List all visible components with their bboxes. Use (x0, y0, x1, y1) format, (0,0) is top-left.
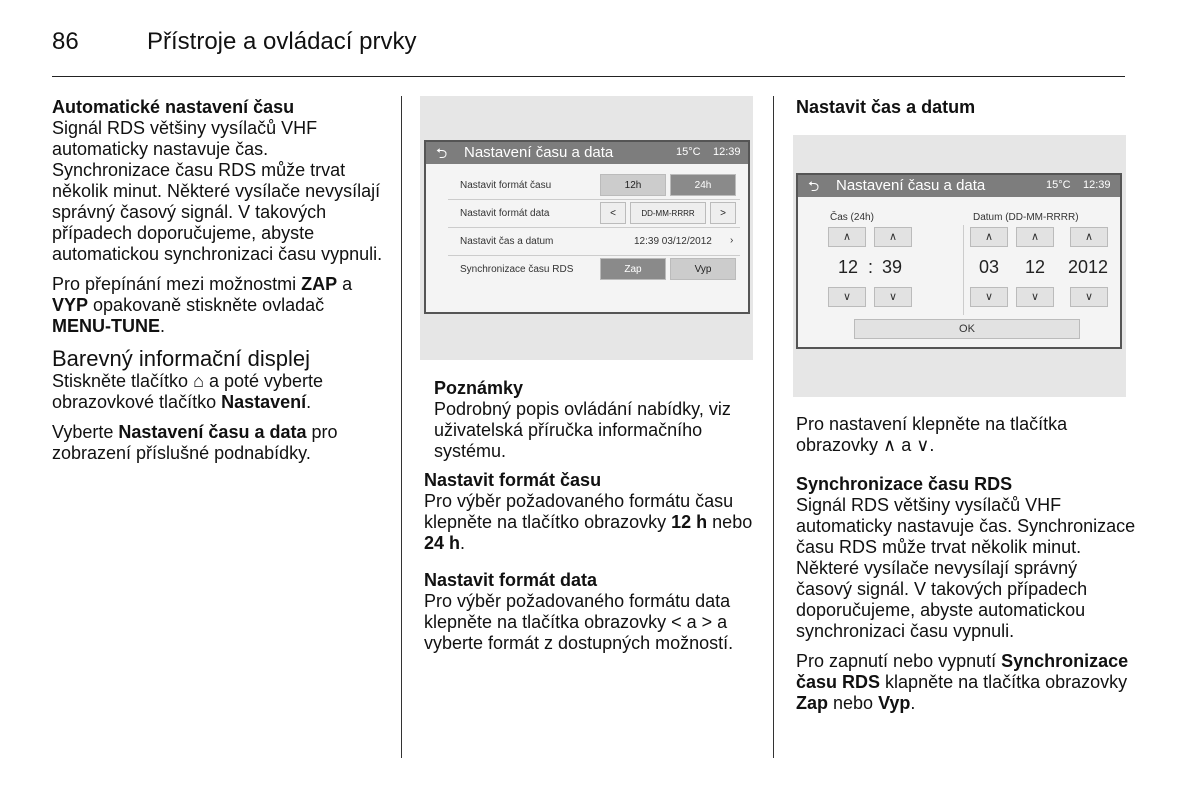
month-value: 12 (1025, 257, 1046, 277)
paragraph-press-home: Stiskněte tlačítko ⌂ a poté vyberte obrazovkové tlačítko Nastavení. (52, 371, 324, 412)
screenshot-set-time-date (793, 135, 1126, 397)
screenshot-time-date-settings (420, 96, 753, 360)
heading-color-display: Barevný informační displej (52, 346, 311, 371)
display-screen (424, 140, 750, 314)
btn-vyp[interactable]: Vyp (670, 258, 736, 280)
title-bar (426, 142, 748, 164)
paragraph-select-settings: Vyberte Nastavení času a data pro zobrazení příslušné podnabídky. (52, 422, 338, 463)
day-down-button[interactable]: ∨ (970, 287, 1008, 307)
clock: 12:39 (713, 146, 741, 158)
chevron-right-icon: › (730, 235, 734, 246)
month-down-button[interactable]: ∨ (1016, 287, 1054, 307)
minute-down-button[interactable]: ∨ (874, 287, 912, 307)
paragraph-auto-time: Signál RDS většiny vysílačů VHF automaticky nastavuje čas. Synchronizace času RDS může trvat několik minut. Některé vysílače nevysílají správný časový signál. V takových případech doporučujeme, abyste automatickou synchronizaci času vypnuli. (52, 118, 383, 264)
month-up-button[interactable]: ∧ (1016, 227, 1054, 247)
temperature: 15°C (676, 146, 701, 158)
temperature: 15°C (1046, 179, 1071, 191)
minute-value: 39 (882, 257, 903, 277)
paragraph-time-format: Pro výběr požadovaného formátu času klepněte na tlačítko obrazovky 12 h nebo 24 h. (424, 491, 753, 553)
page-header (52, 26, 1125, 77)
btn-24h[interactable]: 24h (670, 174, 736, 196)
row-label: Nastavit formát data (460, 208, 550, 219)
next-button[interactable]: > (710, 202, 736, 224)
page-number: 86 (52, 28, 79, 55)
row-set-time-date[interactable] (448, 228, 740, 256)
year-value: 2012 (1068, 257, 1109, 277)
row-rds-sync[interactable] (448, 256, 740, 283)
day-up-button[interactable]: ∧ (970, 227, 1008, 247)
year-down-button[interactable]: ∨ (1070, 287, 1108, 307)
display-screen (796, 173, 1122, 349)
hour-down-button[interactable]: ∨ (828, 287, 866, 307)
clock: 12:39 (1083, 179, 1111, 191)
row-label: Synchronizace času RDS (460, 264, 574, 275)
time-date-value: 12:39 03/12/2012 (634, 236, 712, 247)
heading-set-time-date: Nastavit čas a datum (796, 97, 976, 117)
time-label: Čas (24h) (830, 212, 874, 223)
time-separator: : (868, 257, 874, 277)
column-3 (796, 97, 1136, 118)
date-format-value: DD-MM-RRRR (630, 202, 706, 224)
column-divider-2 (773, 96, 774, 758)
btn-zap[interactable]: Zap (600, 258, 666, 280)
paragraph-zap-vyp: Pro přepínání mezi možnostmi ZAP a VYP opakovaně stiskněte ovladač MENU-TUNE. (52, 274, 353, 336)
heading-time-format: Nastavit formát času (424, 470, 602, 490)
title-bar (798, 175, 1120, 197)
note-text: Podrobný popis ovládání nabídky, viz uživatelská příručka informačního systému. (434, 399, 731, 461)
date-label: Datum (DD-MM-RRRR) (973, 212, 1079, 223)
year-up-button[interactable]: ∧ (1070, 227, 1108, 247)
row-date-format[interactable] (448, 200, 740, 228)
minute-up-button[interactable]: ∧ (874, 227, 912, 247)
hour-value: 12 (838, 257, 859, 277)
day-value: 03 (979, 257, 1000, 277)
home-icon: ⌂ (193, 371, 204, 391)
row-label: Nastavit čas a datum (460, 236, 554, 247)
paragraph-set-buttons: Pro nastavení klepněte na tlačítka obrazovky ∧ a ∨. (796, 414, 1068, 455)
note-heading: Poznámky (434, 378, 524, 398)
heading-auto-time: Automatické nastavení času (52, 97, 295, 117)
column-2 (424, 378, 759, 663)
row-time-format[interactable] (448, 172, 740, 200)
screen-title: Nastavení času a data (464, 144, 614, 161)
page-title: Přístroje a ovládací prvky (147, 28, 417, 55)
paragraph-date-format: Pro výběr požadovaného formátu data klepněte na tlačítka obrazovky < a > a vyberte formát z dostupných možností. (424, 591, 734, 653)
heading-date-format: Nastavit formát data (424, 570, 598, 590)
paragraph-rds-sync: Signál RDS většiny vysílačů VHF automaticky nastavuje čas. Synchronizace času RDS může trvat několik minut. Některé vysílače nevysílají správný časový signál. V takových případech doporučujeme, abyste automatickou synchronizaci času vypnuli. (796, 495, 1136, 641)
heading-rds-sync: Synchronizace času RDS (796, 474, 1013, 494)
screen-title: Nastavení času a data (836, 177, 986, 194)
back-icon[interactable]: ⮌ (808, 178, 820, 194)
note-box (424, 378, 759, 462)
prev-button[interactable]: < (600, 202, 626, 224)
divider (963, 225, 964, 315)
hour-up-button[interactable]: ∧ (828, 227, 866, 247)
column-3-lower (796, 414, 1136, 723)
column-1 (52, 97, 387, 473)
row-label: Nastavit formát času (460, 180, 552, 191)
btn-12h[interactable]: 12h (600, 174, 666, 196)
ok-button[interactable]: OK (854, 319, 1080, 339)
column-divider-1 (401, 96, 402, 758)
paragraph-zap-vyp-toggle: Pro zapnutí nebo vypnutí Synchronizace času RDS klapněte na tlačítka obrazovky Zap nebo Vyp. (796, 651, 1129, 713)
back-icon[interactable]: ⮌ (436, 145, 448, 161)
